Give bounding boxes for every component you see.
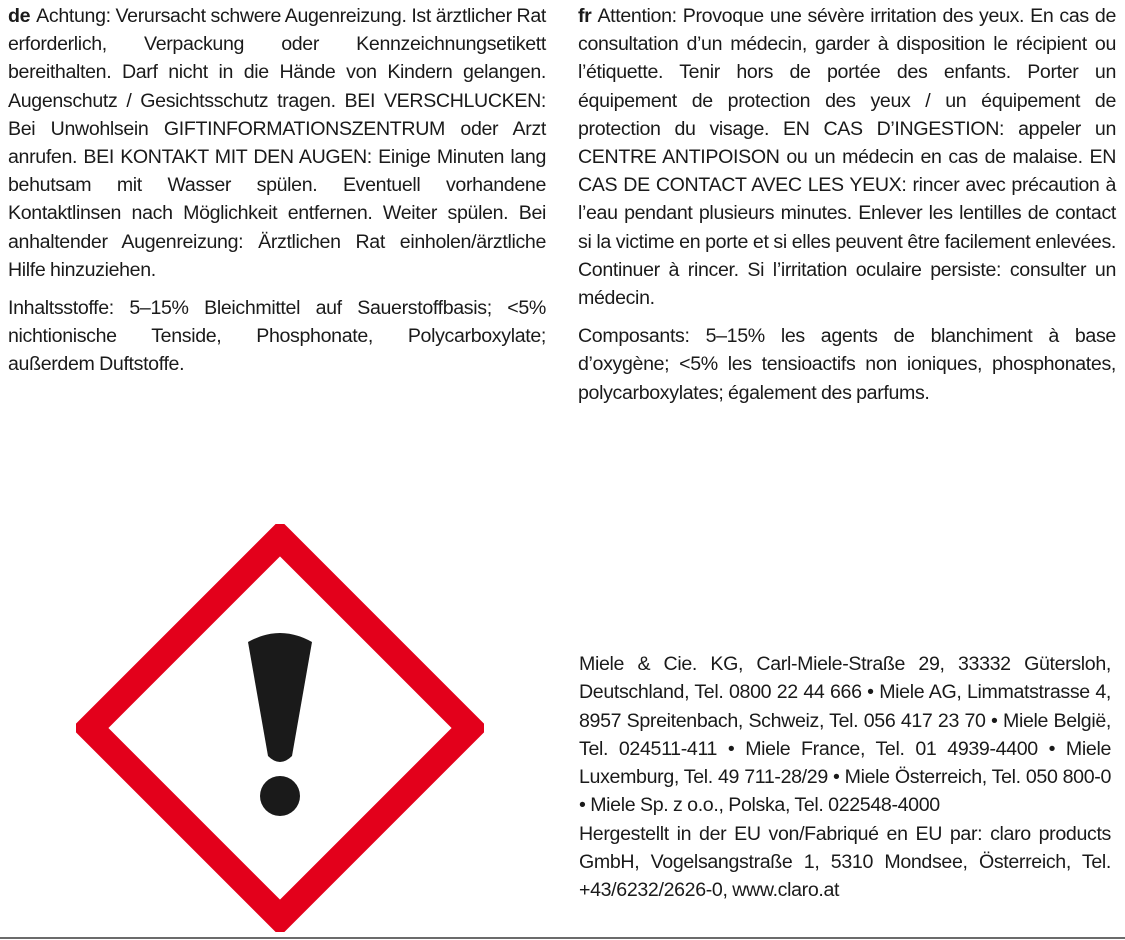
- bottom-divider: [0, 937, 1125, 939]
- exclamation-dot: [260, 776, 300, 816]
- french-language-code: fr: [578, 5, 592, 27]
- german-ingredients-text: 5–15% Bleichmittel auf Sauerstoffbasis; <5% nichtionische Tenside, Phosphonate, Polycarboxylate; außerdem Duftstoffe.: [8, 297, 546, 376]
- ghs-exclamation-mark-icon: [76, 524, 484, 932]
- distributor-contacts: Miele & Cie. KG, Carl-Miele-Straße 29, 33332 Gütersloh, Deutschland, Tel. 0800 22 44 666 • Miele AG, Limmatstrasse 4, 8957 Spreitenbach, Schweiz, Tel. 056 417 23 70 • Miele België, Tel. 024511-411 • Miele France, Tel. 01 4939-4400 • Miele Luxemburg, Tel. 49 711-28/29 • Miele Österreich, Tel. 050 800-0 • Miele Sp. z o.o., Polska, Tel. 022548-4000: [579, 653, 1111, 817]
- french-warning-paragraph: [578, 2, 1116, 312]
- french-ingredients-label: Composants:: [578, 325, 690, 348]
- german-ingredients-paragraph: [8, 294, 546, 379]
- german-language-code: de: [8, 5, 31, 27]
- german-ingredients-label: Inhaltsstoffe:: [8, 297, 114, 320]
- contact-address-block: [579, 650, 1111, 905]
- german-warning-label: Achtung:: [36, 5, 111, 27]
- french-warning-label: Attention:: [597, 5, 677, 27]
- german-warning-paragraph: [8, 2, 546, 284]
- german-section: [8, 2, 546, 389]
- french-ingredients-text: 5–15% les agents de blanchiment à base d’oxygène; <5% les tensioactifs non ioniques, phosphonates, polycarboxylates; également des parfums.: [578, 325, 1116, 404]
- manufacturer-info: Hergestellt in der EU von/Fabriqué en EU par: claro products GmbH, Vogelsangstraße 1, 5310 Mondsee, Österreich, Tel. +43/6232/2626-0, www.claro.at: [579, 822, 1111, 902]
- french-section: [578, 2, 1116, 417]
- french-warning-text: Provoque une sévère irritation des yeux. En cas de consultation d’un médecin, garder à disposition le récipient ou l’étiquette. Tenir hors de portée des enfants. Porter un équipement de protection des yeux / un équipement de protection du visage. EN CAS D’INGESTION: appeler un CENTRE ANTIPOISON ou un médecin en cas de malaise. EN CAS DE CONTACT AVEC LES YEUX: rincer avec précaution à l’eau pendant plusieurs minutes. Enlever les lentilles de contact si la victime en porte et si elles peuvent être facilement enlevées. Continuer à rincer. Si l’irritation oculaire persiste: consulter un médecin.: [578, 5, 1116, 310]
- german-warning-text: Verursacht schwere Augenreizung. Ist ärztlicher Rat erforderlich, Verpackung oder Kennzeichnungsetikett bereithalten. Darf nicht in die Hände von Kindern gelangen. Augenschutz / Gesichtsschutz tragen. BEI VERSCHLUCKEN: Bei Unwohlsein GIFTINFORMATIONSZENTRUM oder Arzt anrufen. BEI KONTAKT MIT DEN AUGEN: Einige Minuten lang behutsam mit Wasser spülen. Eventuell vorhandene Kontaktlinsen nach Möglichkeit entfernen. Weiter spülen. Bei anhaltender Augenreizung: Ärztlichen Rat einholen/ärztliche Hilfe hinzuziehen.: [8, 5, 546, 281]
- french-ingredients-paragraph: [578, 322, 1116, 407]
